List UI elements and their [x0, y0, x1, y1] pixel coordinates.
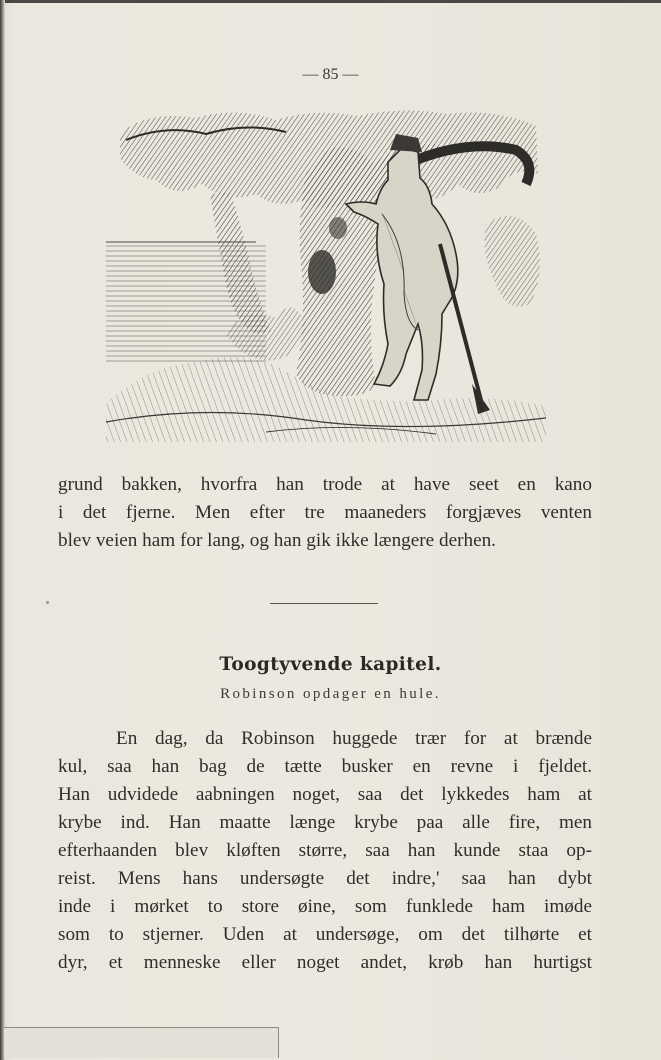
page-top-edge: [0, 0, 661, 3]
engraving-illustration: [106, 104, 546, 442]
text-line: dyr, et menneske eller noget andet, krøb han hurtigst: [58, 952, 592, 973]
text-line: blev veien ham for lang, og han gik ikke længere derhen.: [58, 530, 496, 551]
section-divider: [270, 603, 378, 604]
chapter-paragraph: [58, 725, 592, 977]
text-line: reist. Mens hans undersøgte det indre,' saa han dybt: [58, 868, 592, 889]
text-line: Han udvidede aabningen noget, saa det lykkedes ham at: [58, 784, 592, 805]
chapter-subtitle: Robinson opdager en hule.: [220, 686, 441, 702]
paper-speck: [46, 601, 49, 604]
text-line: grund bakken, hvorfra han trode at have seet en kano: [58, 474, 592, 495]
text-line: krybe ind. Han maatte længe krybe paa alle fire, men: [58, 812, 592, 833]
text-line: kul, saa han bag de tætte busker en revne i fjeldet.: [58, 756, 592, 777]
text-line: inde i mørket to store øine, som funklede ham imøde: [58, 896, 592, 917]
underlying-page-edge: [4, 1027, 279, 1058]
page-binding-edge: [0, 0, 5, 1060]
text-line: i det fjerne. Men efter tre maaneders forgjæves venten: [58, 502, 592, 523]
text-line: som to stjerner. Uden at undersøge, om det tilhørte et: [58, 924, 592, 945]
paragraph-continuation: [58, 471, 592, 555]
text-line: En dag, da Robinson huggede trær for at brænde: [116, 728, 592, 749]
chapter-title: Toogtyvende kapitel.: [219, 654, 442, 675]
page-number: — 85 —: [302, 66, 359, 83]
text-line: efterhaanden blev kløften større, saa han kunde staa op-: [58, 840, 592, 861]
